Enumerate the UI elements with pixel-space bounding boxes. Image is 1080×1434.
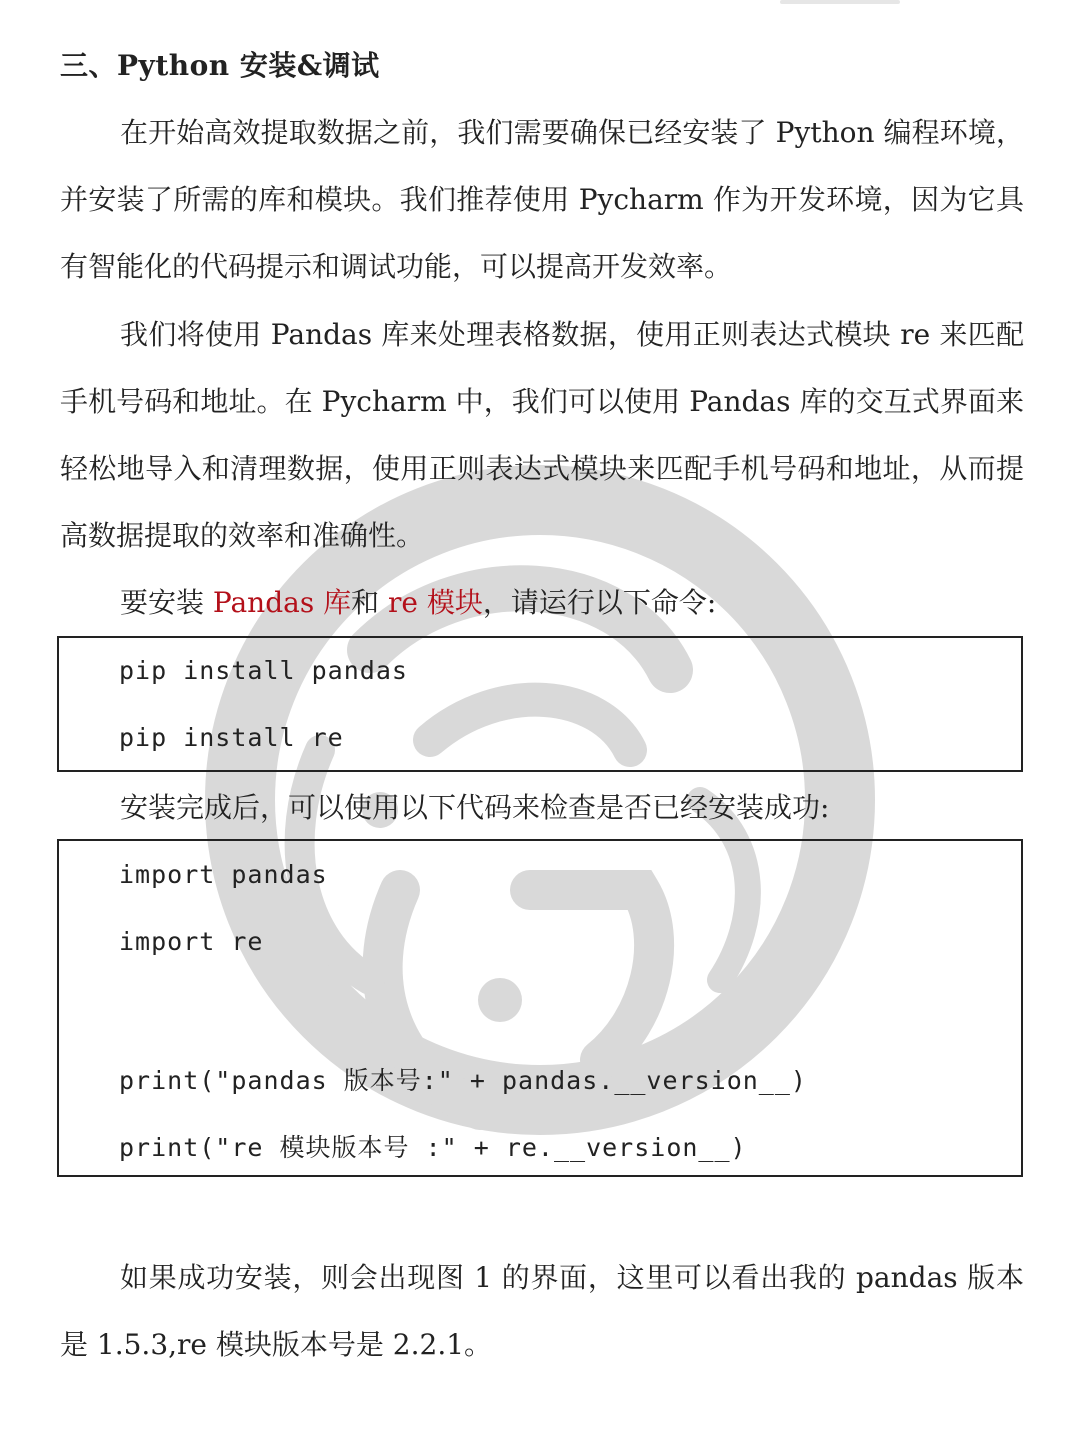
- paragraph-install-instruction: [60, 569, 1024, 636]
- code-line-import-re: import re: [119, 927, 264, 956]
- code-line-pip-pandas: pip install pandas: [119, 656, 408, 685]
- paragraph-intro: 在开始高效提取数据之前，我们需要确保已经安装了 Python 编程环境，并安装了所需的库和模块。我们推荐使用 Pycharm 作为开发环境，因为它具有智能化的代码提示和调试功能，可以提高开发效率。: [60, 116, 1024, 283]
- highlight-re-module: re 模块: [388, 586, 483, 619]
- paragraph-result: 如果成功安装，则会出现图 1 的界面，这里可以看出我的 pandas 版本是 1.5.3,re 模块版本号是 2.2.1。: [60, 1261, 1024, 1361]
- install-text-after: ，请运行以下命令:: [482, 586, 717, 619]
- highlight-pandas-library: Pandas 库: [212, 586, 352, 619]
- install-text-mid: 和: [351, 586, 389, 619]
- install-code-box: [57, 636, 1023, 772]
- code-line-import-pandas: import pandas: [119, 860, 328, 889]
- paragraph-verify-instruction: 安装完成后，可以使用以下代码来检查是否已经安装成功:: [120, 791, 830, 824]
- install-text-before: 要安装: [120, 586, 213, 619]
- check-code-box: [57, 839, 1023, 1177]
- paragraph-libraries: 我们将使用 Pandas 库来处理表格数据，使用正则表达式模块 re 来匹配手机号码和地址。在 Pycharm 中，我们可以使用 Pandas 库的交互式界面来轻松地导入和清理数据，使用正则表达式模块来匹配手机号码和地址，从而提高数据提取的效率和准确性。: [60, 318, 1024, 552]
- code-line-pip-re: pip install re: [119, 723, 344, 752]
- section-heading: 三、Python 安装&调试: [60, 49, 380, 82]
- code-line-print-re-version: print("re 模块版本号 :" + re.__version__): [119, 1133, 747, 1162]
- code-line-print-pandas-version: print("pandas 版本号:" + pandas.__version__): [119, 1066, 807, 1095]
